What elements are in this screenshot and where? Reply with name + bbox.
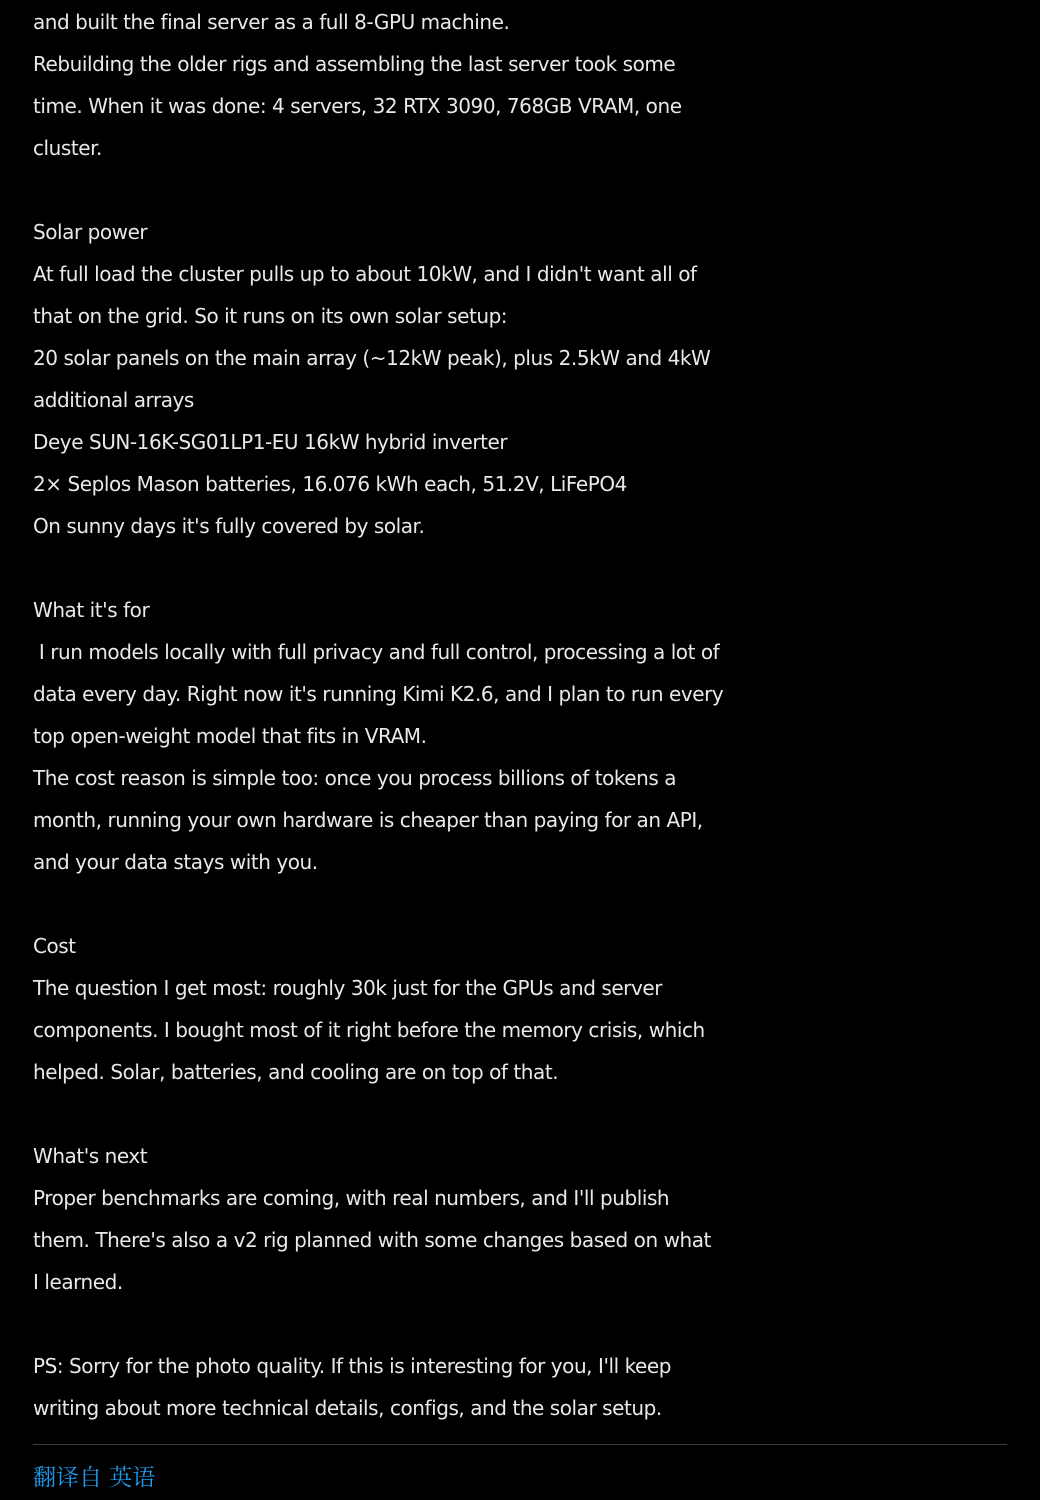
paragraph-gap	[33, 883, 1013, 925]
post-text-line: data every day. Right now it's running Kimi K2.6, and I plan to run every	[33, 682, 724, 706]
paragraph-gap	[33, 547, 1013, 589]
post-text-line: components. I bought most of it right before the memory crisis, which	[33, 1018, 705, 1042]
post-text-line: Deye SUN-16K-SG01LP1-EU 16kW hybrid inverter	[33, 430, 508, 454]
post-text-line: that on the grid. So it runs on its own solar setup:	[33, 304, 508, 328]
section-heading-next: What's next	[33, 1144, 148, 1168]
post-text-line: On sunny days it's fully covered by solar.	[33, 514, 425, 538]
post-text-line: them. There's also a v2 rig planned with some changes based on what	[33, 1228, 711, 1252]
post-text-line: top open-weight model that fits in VRAM.	[33, 724, 427, 748]
post-text-line: 2× Seplos Mason batteries, 16.076 kWh each, 51.2V, LiFePO4	[33, 472, 627, 496]
post-text-line: Proper benchmarks are coming, with real numbers, and I'll publish	[33, 1186, 670, 1210]
post-text-line: PS: Sorry for the photo quality. If this is interesting for you, I'll keep	[33, 1354, 671, 1378]
post-body	[33, 0, 1013, 1429]
paragraph-gap	[33, 1093, 1013, 1135]
post-text-line: helped. Solar, batteries, and cooling are on top of that.	[33, 1060, 559, 1084]
post-text-line: I run models locally with full privacy and full control, processing a lot of	[33, 640, 720, 664]
post-text-line: The cost reason is simple too: once you process billions of tokens a	[33, 766, 677, 790]
post-text-line: At full load the cluster pulls up to about 10kW, and I didn't want all of	[33, 262, 697, 286]
post-text-line: cluster.	[33, 136, 102, 160]
post-text-line: The question I get most: roughly 30k just for the GPUs and server	[33, 976, 662, 1000]
post-text-line: additional arrays	[33, 388, 194, 412]
post-text-line: and your data stays with you.	[33, 850, 318, 874]
post-text-line: Rebuilding the older rigs and assembling the last server took some	[33, 52, 676, 76]
paragraph-gap	[33, 169, 1013, 211]
section-heading-cost: Cost	[33, 934, 76, 958]
paragraph-gap	[33, 1303, 1013, 1345]
section-heading-solar: Solar power	[33, 220, 148, 244]
post-text-line: and built the final server as a full 8-GPU machine.	[33, 10, 510, 34]
translate-link[interactable]: 翻译自 英语	[33, 1465, 156, 1491]
post-text-line: I learned.	[33, 1270, 123, 1294]
post-text-line: writing about more technical details, configs, and the solar setup.	[33, 1396, 662, 1420]
post-text-line: time. When it was done: 4 servers, 32 RTX 3090, 768GB VRAM, one	[33, 94, 682, 118]
divider	[33, 1444, 1007, 1445]
section-heading-purpose: What it's for	[33, 598, 150, 622]
post-text-line: month, running your own hardware is cheaper than paying for an API,	[33, 808, 703, 832]
post-text-line: 20 solar panels on the main array (~12kW peak), plus 2.5kW and 4kW	[33, 346, 711, 370]
